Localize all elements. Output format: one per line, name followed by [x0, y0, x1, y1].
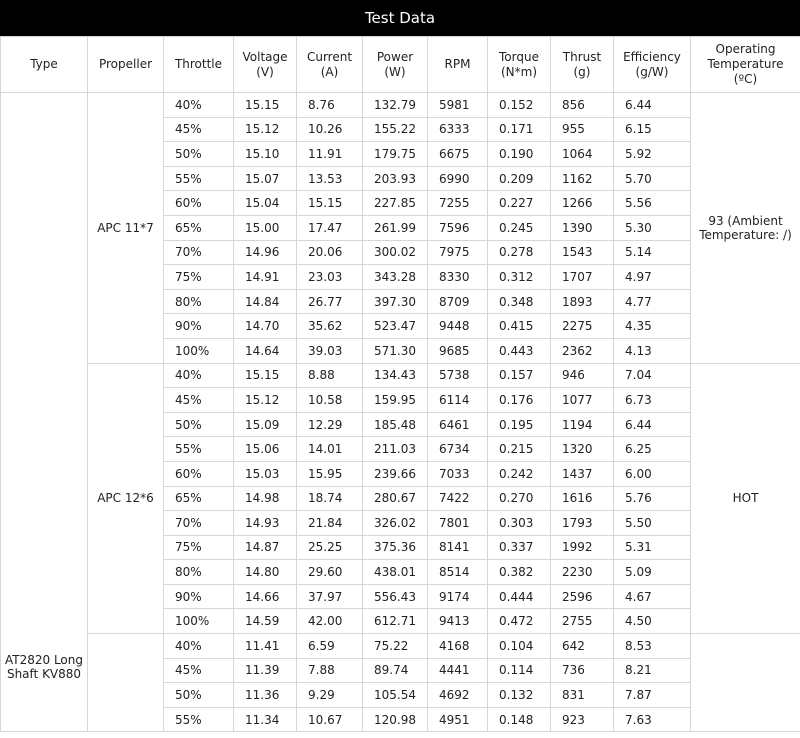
throttle-cell: 55%	[164, 166, 234, 191]
voltage-cell: 15.10	[234, 142, 297, 167]
thrust-cell: 1194	[551, 412, 614, 437]
rpm-cell: 6675	[428, 142, 488, 167]
power-cell: 375.36	[363, 535, 428, 560]
current-cell: 7.88	[297, 658, 363, 683]
power-cell: 326.02	[363, 511, 428, 536]
torque-cell: 0.312	[488, 265, 551, 290]
throttle-cell: 50%	[164, 142, 234, 167]
header-thrust: Thrust (g)	[551, 37, 614, 93]
throttle-cell: 50%	[164, 683, 234, 708]
power-cell: 179.75	[363, 142, 428, 167]
rpm-cell: 7801	[428, 511, 488, 536]
current-cell: 26.77	[297, 289, 363, 314]
rpm-cell: 5738	[428, 363, 488, 388]
voltage-cell: 14.87	[234, 535, 297, 560]
rpm-cell: 6734	[428, 437, 488, 462]
torque-cell: 0.242	[488, 461, 551, 486]
rpm-cell: 4692	[428, 683, 488, 708]
power-cell: 438.01	[363, 560, 428, 585]
thrust-cell: 1543	[551, 240, 614, 265]
torque-cell: 0.415	[488, 314, 551, 339]
efficiency-cell: 5.09	[614, 560, 691, 585]
thrust-cell: 831	[551, 683, 614, 708]
power-cell: 203.93	[363, 166, 428, 191]
torque-cell: 0.171	[488, 117, 551, 142]
table-row	[1, 634, 800, 659]
rpm-cell: 8141	[428, 535, 488, 560]
voltage-cell: 15.04	[234, 191, 297, 216]
thrust-cell: 1437	[551, 461, 614, 486]
rpm-cell: 4951	[428, 707, 488, 732]
efficiency-cell: 5.92	[614, 142, 691, 167]
rpm-cell: 8709	[428, 289, 488, 314]
current-cell: 10.67	[297, 707, 363, 732]
thrust-cell: 1064	[551, 142, 614, 167]
current-cell: 20.06	[297, 240, 363, 265]
current-cell: 39.03	[297, 338, 363, 363]
header-voltage: Voltage (V)	[234, 37, 297, 93]
efficiency-cell: 6.25	[614, 437, 691, 462]
torque-cell: 0.472	[488, 609, 551, 634]
efficiency-cell: 6.44	[614, 93, 691, 118]
torque-cell: 0.245	[488, 215, 551, 240]
current-cell: 13.53	[297, 166, 363, 191]
table-title: Test Data	[0, 0, 800, 36]
rpm-cell: 6461	[428, 412, 488, 437]
efficiency-cell: 4.77	[614, 289, 691, 314]
power-cell: 556.43	[363, 584, 428, 609]
current-cell: 10.26	[297, 117, 363, 142]
temperature-cell: HOT	[691, 363, 800, 634]
efficiency-cell: 5.30	[614, 215, 691, 240]
power-cell: 239.66	[363, 461, 428, 486]
thrust-cell: 923	[551, 707, 614, 732]
rpm-cell: 4168	[428, 634, 488, 659]
thrust-cell: 1707	[551, 265, 614, 290]
throttle-cell: 90%	[164, 314, 234, 339]
efficiency-cell: 5.56	[614, 191, 691, 216]
thrust-cell: 1893	[551, 289, 614, 314]
thrust-cell: 2596	[551, 584, 614, 609]
rpm-cell: 7596	[428, 215, 488, 240]
test-data-table	[0, 36, 800, 732]
torque-cell: 0.190	[488, 142, 551, 167]
propeller-cell: APC 12*6	[88, 363, 164, 634]
voltage-cell: 15.06	[234, 437, 297, 462]
power-cell: 571.30	[363, 338, 428, 363]
voltage-cell: 11.41	[234, 634, 297, 659]
header-efficiency: Efficiency (g/W)	[614, 37, 691, 93]
efficiency-cell: 8.21	[614, 658, 691, 683]
power-cell: 120.98	[363, 707, 428, 732]
current-cell: 12.29	[297, 412, 363, 437]
thrust-cell: 955	[551, 117, 614, 142]
current-cell: 8.88	[297, 363, 363, 388]
header-temperature: Operating Temperature (ºC)	[691, 37, 800, 93]
power-cell: 280.67	[363, 486, 428, 511]
throttle-cell: 60%	[164, 461, 234, 486]
voltage-cell: 14.80	[234, 560, 297, 585]
torque-cell: 0.278	[488, 240, 551, 265]
torque-cell: 0.148	[488, 707, 551, 732]
throttle-cell: 40%	[164, 634, 234, 659]
power-cell: 300.02	[363, 240, 428, 265]
thrust-cell: 1390	[551, 215, 614, 240]
power-cell: 89.74	[363, 658, 428, 683]
voltage-cell: 14.64	[234, 338, 297, 363]
power-cell: 343.28	[363, 265, 428, 290]
power-cell: 523.47	[363, 314, 428, 339]
voltage-cell: 15.09	[234, 412, 297, 437]
throttle-cell: 45%	[164, 117, 234, 142]
efficiency-cell: 4.35	[614, 314, 691, 339]
table-row	[1, 363, 800, 388]
current-cell: 37.97	[297, 584, 363, 609]
rpm-cell: 8514	[428, 560, 488, 585]
table-row	[1, 93, 800, 118]
torque-cell: 0.195	[488, 412, 551, 437]
rpm-cell: 9685	[428, 338, 488, 363]
thrust-cell: 2755	[551, 609, 614, 634]
temperature-cell: 93 (Ambient Temperature: /)	[691, 93, 800, 364]
efficiency-cell: 7.04	[614, 363, 691, 388]
torque-cell: 0.176	[488, 388, 551, 413]
thrust-cell: 642	[551, 634, 614, 659]
power-cell: 261.99	[363, 215, 428, 240]
temperature-cell	[691, 634, 800, 732]
propeller-cell: APC 11*7	[88, 93, 164, 364]
torque-cell: 0.152	[488, 93, 551, 118]
efficiency-cell: 7.63	[614, 707, 691, 732]
torque-cell: 0.227	[488, 191, 551, 216]
efficiency-cell: 5.70	[614, 166, 691, 191]
header-power: Power (W)	[363, 37, 428, 93]
throttle-cell: 80%	[164, 289, 234, 314]
power-cell: 227.85	[363, 191, 428, 216]
header-type: Type	[1, 37, 88, 93]
current-cell: 9.29	[297, 683, 363, 708]
torque-cell: 0.303	[488, 511, 551, 536]
voltage-cell: 14.91	[234, 265, 297, 290]
throttle-cell: 50%	[164, 412, 234, 437]
power-cell: 75.22	[363, 634, 428, 659]
efficiency-cell: 4.50	[614, 609, 691, 634]
current-cell: 15.95	[297, 461, 363, 486]
throttle-cell: 65%	[164, 215, 234, 240]
torque-cell: 0.132	[488, 683, 551, 708]
voltage-cell: 15.12	[234, 117, 297, 142]
rpm-cell: 7422	[428, 486, 488, 511]
current-cell: 15.15	[297, 191, 363, 216]
voltage-cell: 14.84	[234, 289, 297, 314]
torque-cell: 0.157	[488, 363, 551, 388]
efficiency-cell: 6.73	[614, 388, 691, 413]
voltage-cell: 15.15	[234, 363, 297, 388]
current-cell: 21.84	[297, 511, 363, 536]
voltage-cell: 14.70	[234, 314, 297, 339]
header-throttle: Throttle	[164, 37, 234, 93]
throttle-cell: 55%	[164, 707, 234, 732]
voltage-cell: 15.07	[234, 166, 297, 191]
throttle-cell: 70%	[164, 240, 234, 265]
rpm-cell: 7255	[428, 191, 488, 216]
efficiency-cell: 4.67	[614, 584, 691, 609]
current-cell: 10.58	[297, 388, 363, 413]
power-cell: 211.03	[363, 437, 428, 462]
efficiency-cell: 6.15	[614, 117, 691, 142]
rpm-cell: 9174	[428, 584, 488, 609]
voltage-cell: 14.93	[234, 511, 297, 536]
voltage-cell: 14.66	[234, 584, 297, 609]
power-cell: 134.43	[363, 363, 428, 388]
current-cell: 18.74	[297, 486, 363, 511]
voltage-cell: 14.96	[234, 240, 297, 265]
thrust-cell: 1077	[551, 388, 614, 413]
current-cell: 11.91	[297, 142, 363, 167]
header-row	[1, 37, 800, 93]
voltage-cell: 14.59	[234, 609, 297, 634]
throttle-cell: 65%	[164, 486, 234, 511]
rpm-cell: 6114	[428, 388, 488, 413]
thrust-cell: 1616	[551, 486, 614, 511]
power-cell: 105.54	[363, 683, 428, 708]
current-cell: 29.60	[297, 560, 363, 585]
thrust-cell: 856	[551, 93, 614, 118]
throttle-cell: 75%	[164, 535, 234, 560]
torque-cell: 0.348	[488, 289, 551, 314]
voltage-cell: 11.34	[234, 707, 297, 732]
throttle-cell: 60%	[164, 191, 234, 216]
throttle-cell: 75%	[164, 265, 234, 290]
thrust-cell: 1266	[551, 191, 614, 216]
thrust-cell: 1992	[551, 535, 614, 560]
throttle-cell: 40%	[164, 93, 234, 118]
current-cell: 35.62	[297, 314, 363, 339]
throttle-cell: 80%	[164, 560, 234, 585]
efficiency-cell: 5.76	[614, 486, 691, 511]
power-cell: 185.48	[363, 412, 428, 437]
thrust-cell: 2275	[551, 314, 614, 339]
throttle-cell: 45%	[164, 388, 234, 413]
type-cell: AT2820 Long Shaft KV880	[1, 93, 88, 732]
current-cell: 25.25	[297, 535, 363, 560]
torque-cell: 0.104	[488, 634, 551, 659]
rpm-cell: 9413	[428, 609, 488, 634]
voltage-cell: 15.12	[234, 388, 297, 413]
thrust-cell: 946	[551, 363, 614, 388]
throttle-cell: 40%	[164, 363, 234, 388]
current-cell: 17.47	[297, 215, 363, 240]
power-cell: 612.71	[363, 609, 428, 634]
voltage-cell: 15.03	[234, 461, 297, 486]
efficiency-cell: 6.44	[614, 412, 691, 437]
efficiency-cell: 5.31	[614, 535, 691, 560]
torque-cell: 0.382	[488, 560, 551, 585]
torque-cell: 0.209	[488, 166, 551, 191]
efficiency-cell: 8.53	[614, 634, 691, 659]
throttle-cell: 55%	[164, 437, 234, 462]
thrust-cell: 2362	[551, 338, 614, 363]
voltage-cell: 14.98	[234, 486, 297, 511]
header-current: Current (A)	[297, 37, 363, 93]
power-cell: 159.95	[363, 388, 428, 413]
propeller-cell	[88, 634, 164, 732]
efficiency-cell: 6.00	[614, 461, 691, 486]
efficiency-cell: 5.14	[614, 240, 691, 265]
efficiency-cell: 4.97	[614, 265, 691, 290]
header-propeller: Propeller	[88, 37, 164, 93]
power-cell: 397.30	[363, 289, 428, 314]
thrust-cell: 1162	[551, 166, 614, 191]
throttle-cell: 90%	[164, 584, 234, 609]
header-torque: Torque (N*m)	[488, 37, 551, 93]
rpm-cell: 4441	[428, 658, 488, 683]
efficiency-cell: 4.13	[614, 338, 691, 363]
torque-cell: 0.215	[488, 437, 551, 462]
thrust-cell: 2230	[551, 560, 614, 585]
header-rpm: RPM	[428, 37, 488, 93]
rpm-cell: 5981	[428, 93, 488, 118]
torque-cell: 0.443	[488, 338, 551, 363]
voltage-cell: 11.36	[234, 683, 297, 708]
throttle-cell: 70%	[164, 511, 234, 536]
current-cell: 14.01	[297, 437, 363, 462]
voltage-cell: 15.15	[234, 93, 297, 118]
throttle-cell: 100%	[164, 609, 234, 634]
current-cell: 8.76	[297, 93, 363, 118]
rpm-cell: 8330	[428, 265, 488, 290]
voltage-cell: 11.39	[234, 658, 297, 683]
rpm-cell: 7975	[428, 240, 488, 265]
torque-cell: 0.444	[488, 584, 551, 609]
rpm-cell: 6333	[428, 117, 488, 142]
current-cell: 42.00	[297, 609, 363, 634]
throttle-cell: 100%	[164, 338, 234, 363]
torque-cell: 0.337	[488, 535, 551, 560]
rpm-cell: 7033	[428, 461, 488, 486]
torque-cell: 0.270	[488, 486, 551, 511]
rpm-cell: 6990	[428, 166, 488, 191]
thrust-cell: 1793	[551, 511, 614, 536]
thrust-cell: 1320	[551, 437, 614, 462]
current-cell: 6.59	[297, 634, 363, 659]
efficiency-cell: 7.87	[614, 683, 691, 708]
throttle-cell: 45%	[164, 658, 234, 683]
current-cell: 23.03	[297, 265, 363, 290]
efficiency-cell: 5.50	[614, 511, 691, 536]
power-cell: 132.79	[363, 93, 428, 118]
voltage-cell: 15.00	[234, 215, 297, 240]
torque-cell: 0.114	[488, 658, 551, 683]
power-cell: 155.22	[363, 117, 428, 142]
thrust-cell: 736	[551, 658, 614, 683]
table-body	[1, 93, 800, 732]
rpm-cell: 9448	[428, 314, 488, 339]
